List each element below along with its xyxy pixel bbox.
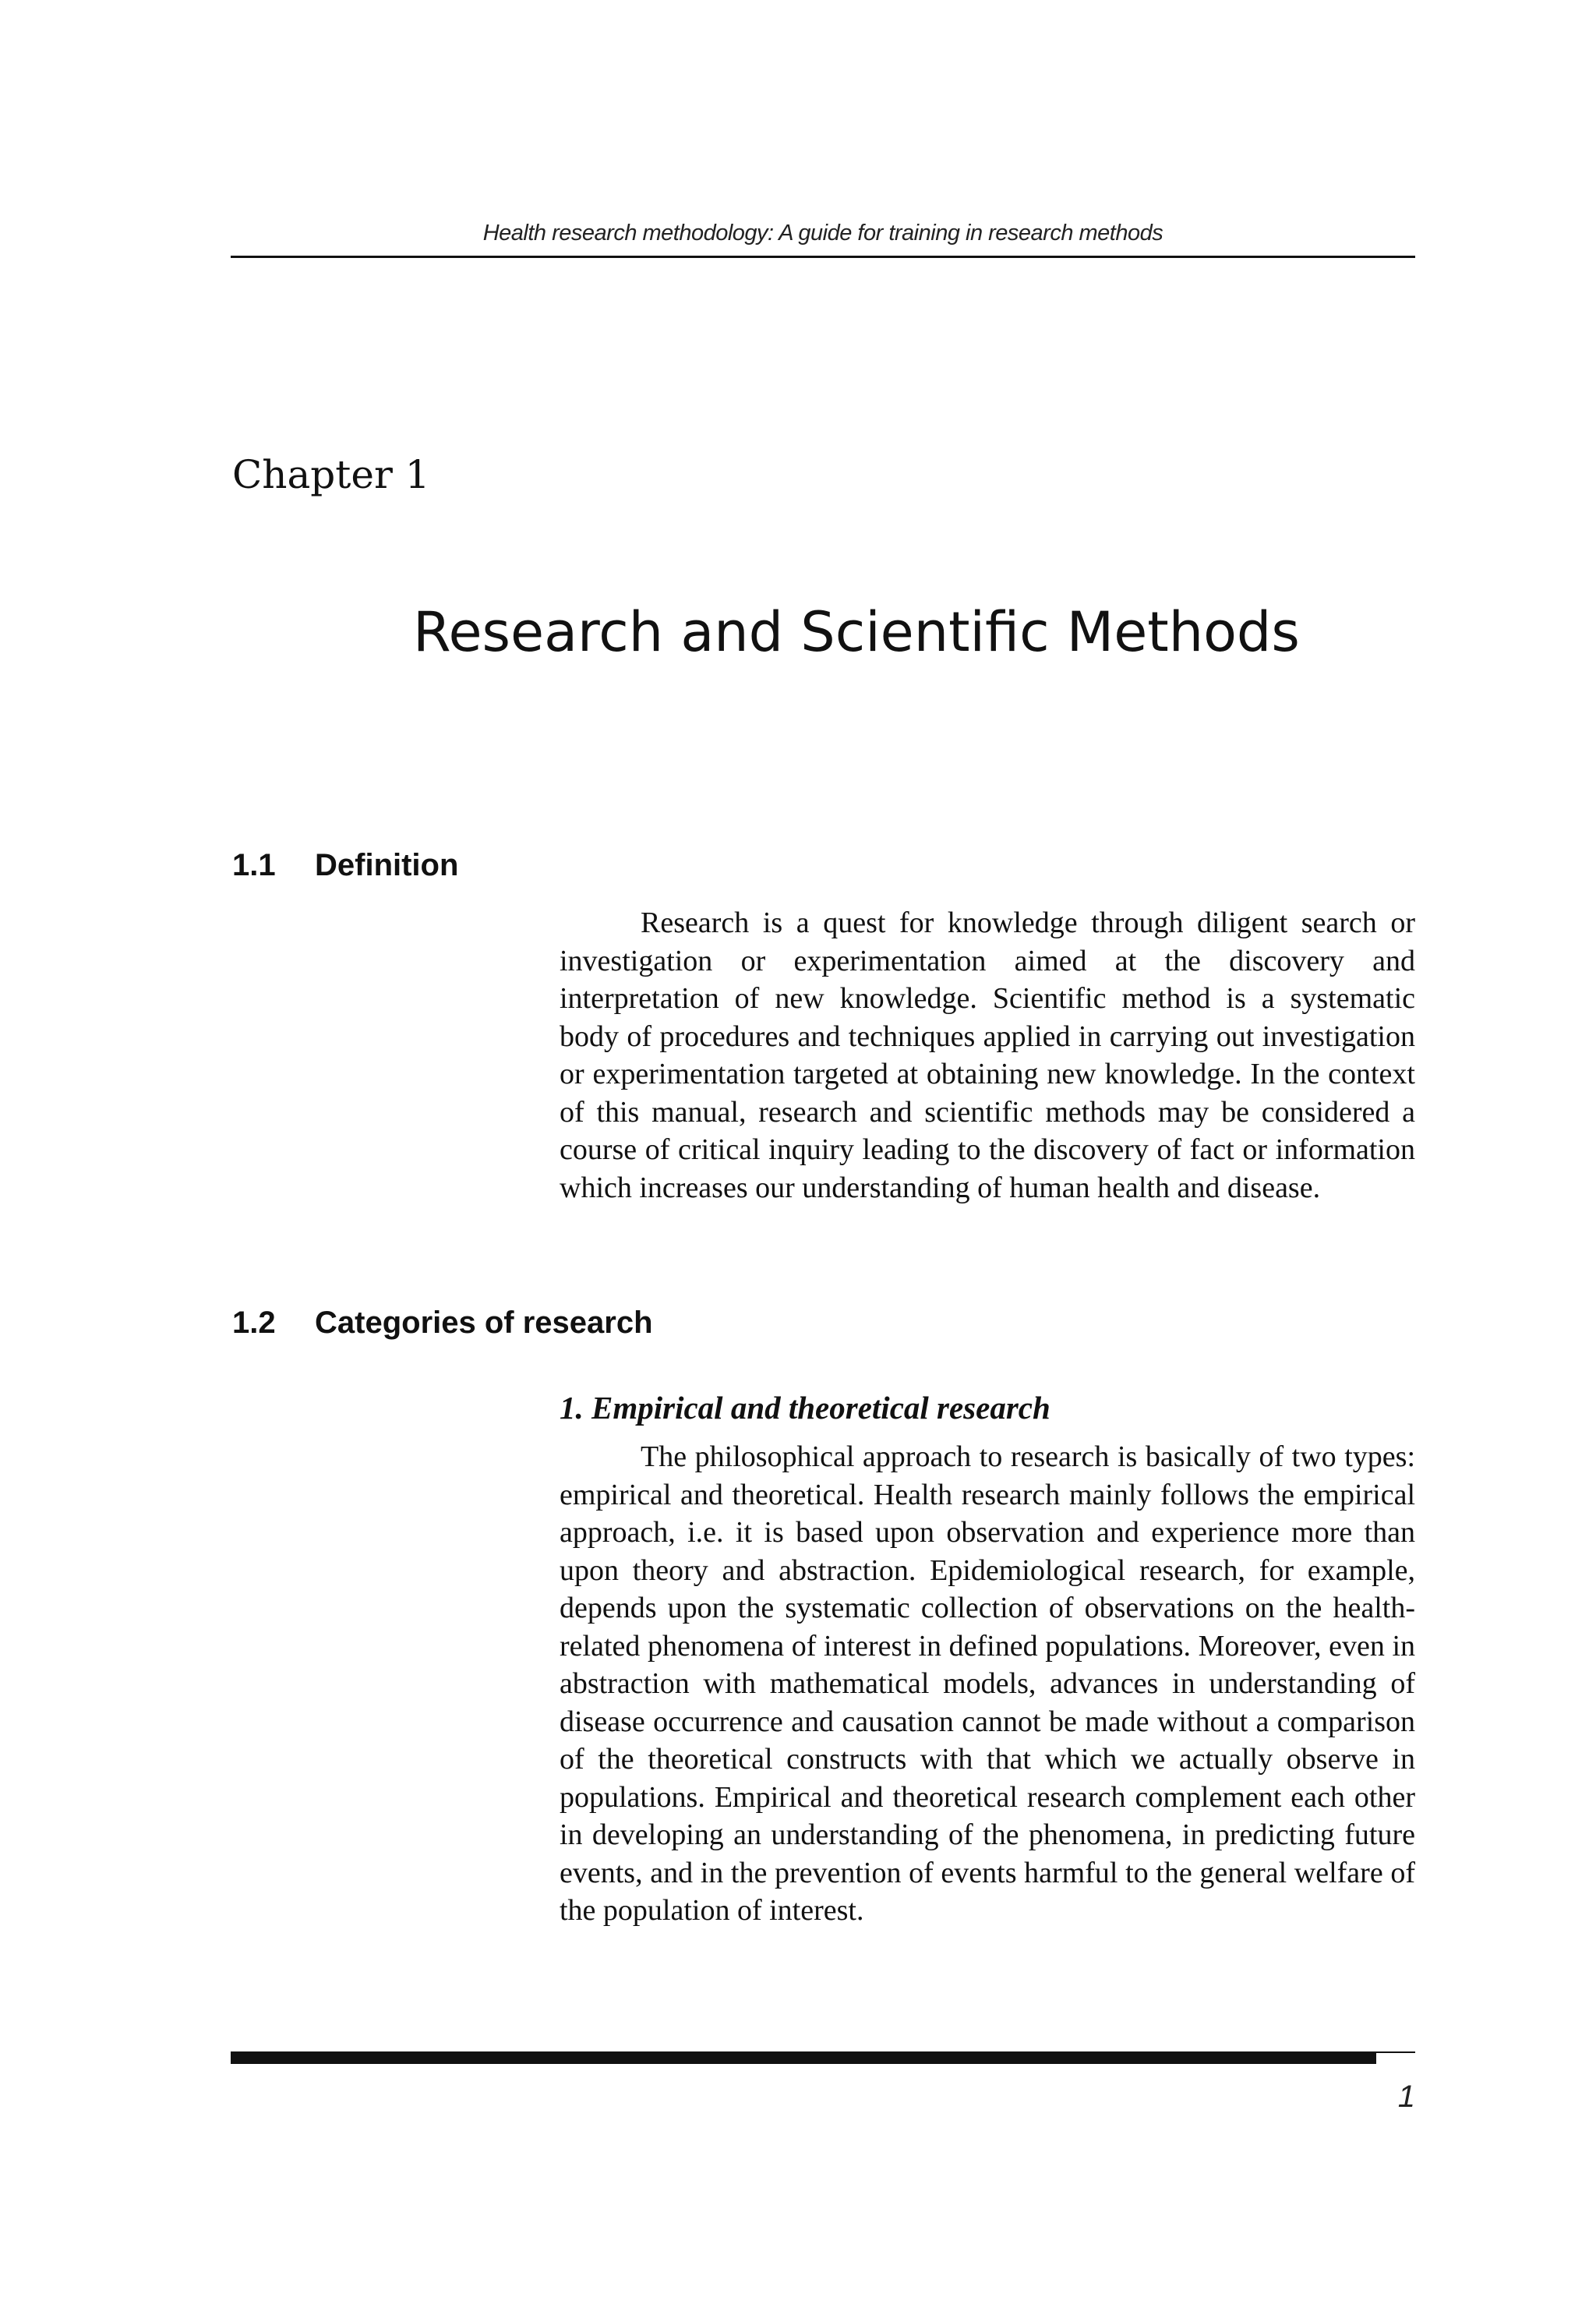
section-number: 1.1 bbox=[232, 848, 276, 882]
categories-paragraph: The philosophical approach to research is basically of two types: empirical and theoretical. Health research mainly follows the empirical approach, i.e. it is based upon observation and experience more than upon theory and abstraction. Epidemiological research, for example, depends upon the systematic collection of observations on the health-related phenomena of interest in defined populations. Moreover, even in abstraction with mathematical models, advances in understanding of disease occurrence and causation cannot be made without a comparison of the theoretical constructs with that which we actually observe in populations. Empirical and theoretical research complement each other in developing an understanding of the phenomena, in predicting future events, and in the prevention of events harmful to the general welfare of the population of interest. bbox=[560, 1440, 1415, 1927]
section-title: Categories of research bbox=[315, 1306, 653, 1340]
footer-rule-thin bbox=[1376, 2051, 1415, 2053]
subheading-empirical-theoretical: 1. Empirical and theoretical research bbox=[560, 1390, 1050, 1426]
definition-paragraph: Research is a quest for knowledge through diligent search or investigation or experimentation aimed at the discovery and interpretation of new knowledge. Scientific method is a systematic body of procedures and techniques applied in carrying out investigation or experimentation targeted at obtaining new knowledge. In the context of this manual, research and scientific methods may be considered a course of critical inquiry leading to the discovery of fact or information which increases our understanding of human health and disease. bbox=[560, 906, 1415, 1204]
section-title: Definition bbox=[315, 848, 459, 882]
section-heading-categories bbox=[232, 1306, 653, 1341]
chapter-label: Chapter 1 bbox=[232, 452, 430, 497]
section-number: 1.2 bbox=[232, 1306, 276, 1340]
header-rule bbox=[231, 256, 1415, 258]
footer-rule bbox=[231, 2051, 1376, 2064]
section-heading-definition bbox=[232, 848, 458, 883]
page-number: 1 bbox=[1397, 2080, 1415, 2114]
chapter-title: Research and Scientific Methods bbox=[413, 600, 1300, 664]
running-header: Health research methodology: A guide for training in research methods bbox=[482, 221, 1163, 246]
